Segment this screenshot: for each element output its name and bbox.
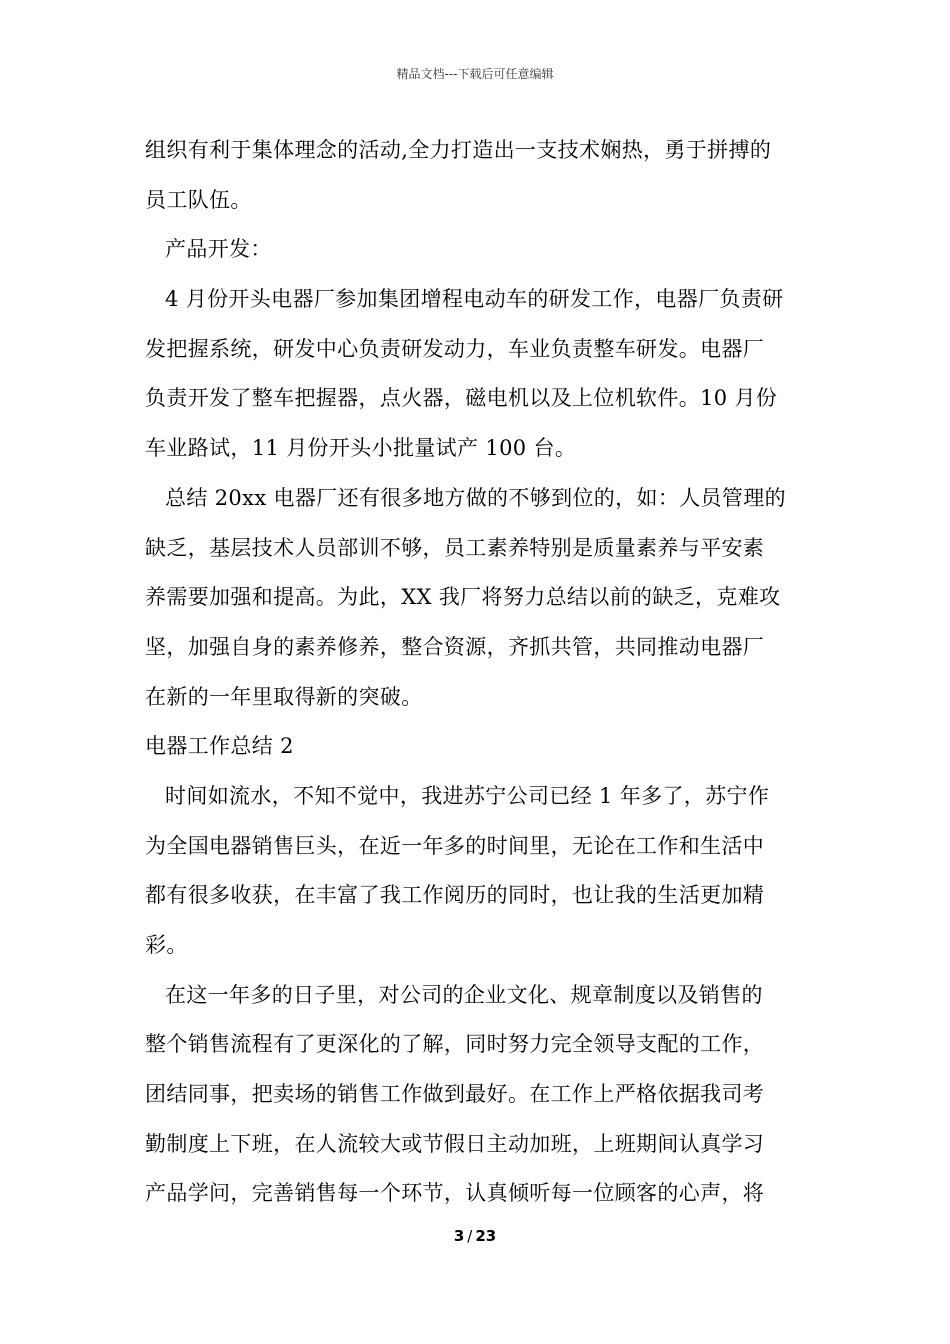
text-line: 彩。 xyxy=(145,933,188,957)
text-line: 负责开发了整车把握器，点火器，磁电机以及上位机软件。10 月份 xyxy=(145,386,778,411)
current-page: 3 xyxy=(453,1227,465,1245)
text-line: 在这一年多的日子里，对公司的企业文化、规章制度以及销售的 xyxy=(165,982,763,1007)
text-line: 都有很多收获，在丰富了我工作阅历的同时，也让我的生活更加精 xyxy=(145,883,765,908)
text-line: 在新的一年里取得新的突破。 xyxy=(145,684,423,709)
text-line: 勤制度上下班，在人流较大或节假日主动加班，上班期间认真学习 xyxy=(145,1131,765,1156)
text-line: 坚，加强自身的素养修养，整合资源，齐抓共管，共同推动电器厂 xyxy=(145,634,765,659)
text-line: 组织有利于集体理念的活动,全力打造出一支技术娴热，勇于拼搏的 xyxy=(145,138,772,162)
page-separator: / xyxy=(467,1227,473,1245)
page-number xyxy=(0,1226,950,1246)
text-line: 团结同事，把卖场的销售工作做到最好。在工作上严格依据我司考 xyxy=(145,1082,765,1107)
header-text: 精品文档---下载后可任意编辑 xyxy=(396,67,554,81)
text-line: 整个销售流程有了更深化的了解，同时努力完全领导支配的工作， xyxy=(145,1032,765,1057)
text-line: 员工队伍。 xyxy=(145,187,252,212)
text-line: 发把握系统，研发中心负责研发动力，车业负责整车研发。电器厂 xyxy=(145,336,765,361)
text-line: 4 月份开头电器厂参加集团增程电动车的研发工作，电器厂负责研 xyxy=(165,287,784,312)
page-header xyxy=(0,66,950,82)
document-body xyxy=(145,126,810,1219)
text-line: 电器工作总结 2 xyxy=(145,734,294,759)
text-line: 车业路试，11 月份开头小批量试产 100 台。 xyxy=(145,436,577,461)
text-line: 养需要加强和提高。为此，XX 我厂将努力总结以前的缺乏，克难攻 xyxy=(145,585,781,610)
text-line: 产品学问，完善销售每一个环节，认真倾听每一位顾客的心声，将 xyxy=(145,1181,765,1206)
text-line: 产品开发： xyxy=(165,237,272,262)
text-line: 缺乏，基层技术人员部训不够，员工素养特别是质量素养与平安素 xyxy=(145,535,765,560)
text-line: 时间如流水，不知不觉中，我进苏宁公司已经 1 年多了，苏宁作 xyxy=(165,783,770,808)
text-line: 总结 20xx 电器厂还有很多地方做的不够到位的，如：人员管理的 xyxy=(165,485,786,510)
text-line: 为全国电器销售巨头，在近一年多的时间里，无论在工作和生活中 xyxy=(145,833,765,858)
total-pages: 23 xyxy=(475,1227,497,1245)
